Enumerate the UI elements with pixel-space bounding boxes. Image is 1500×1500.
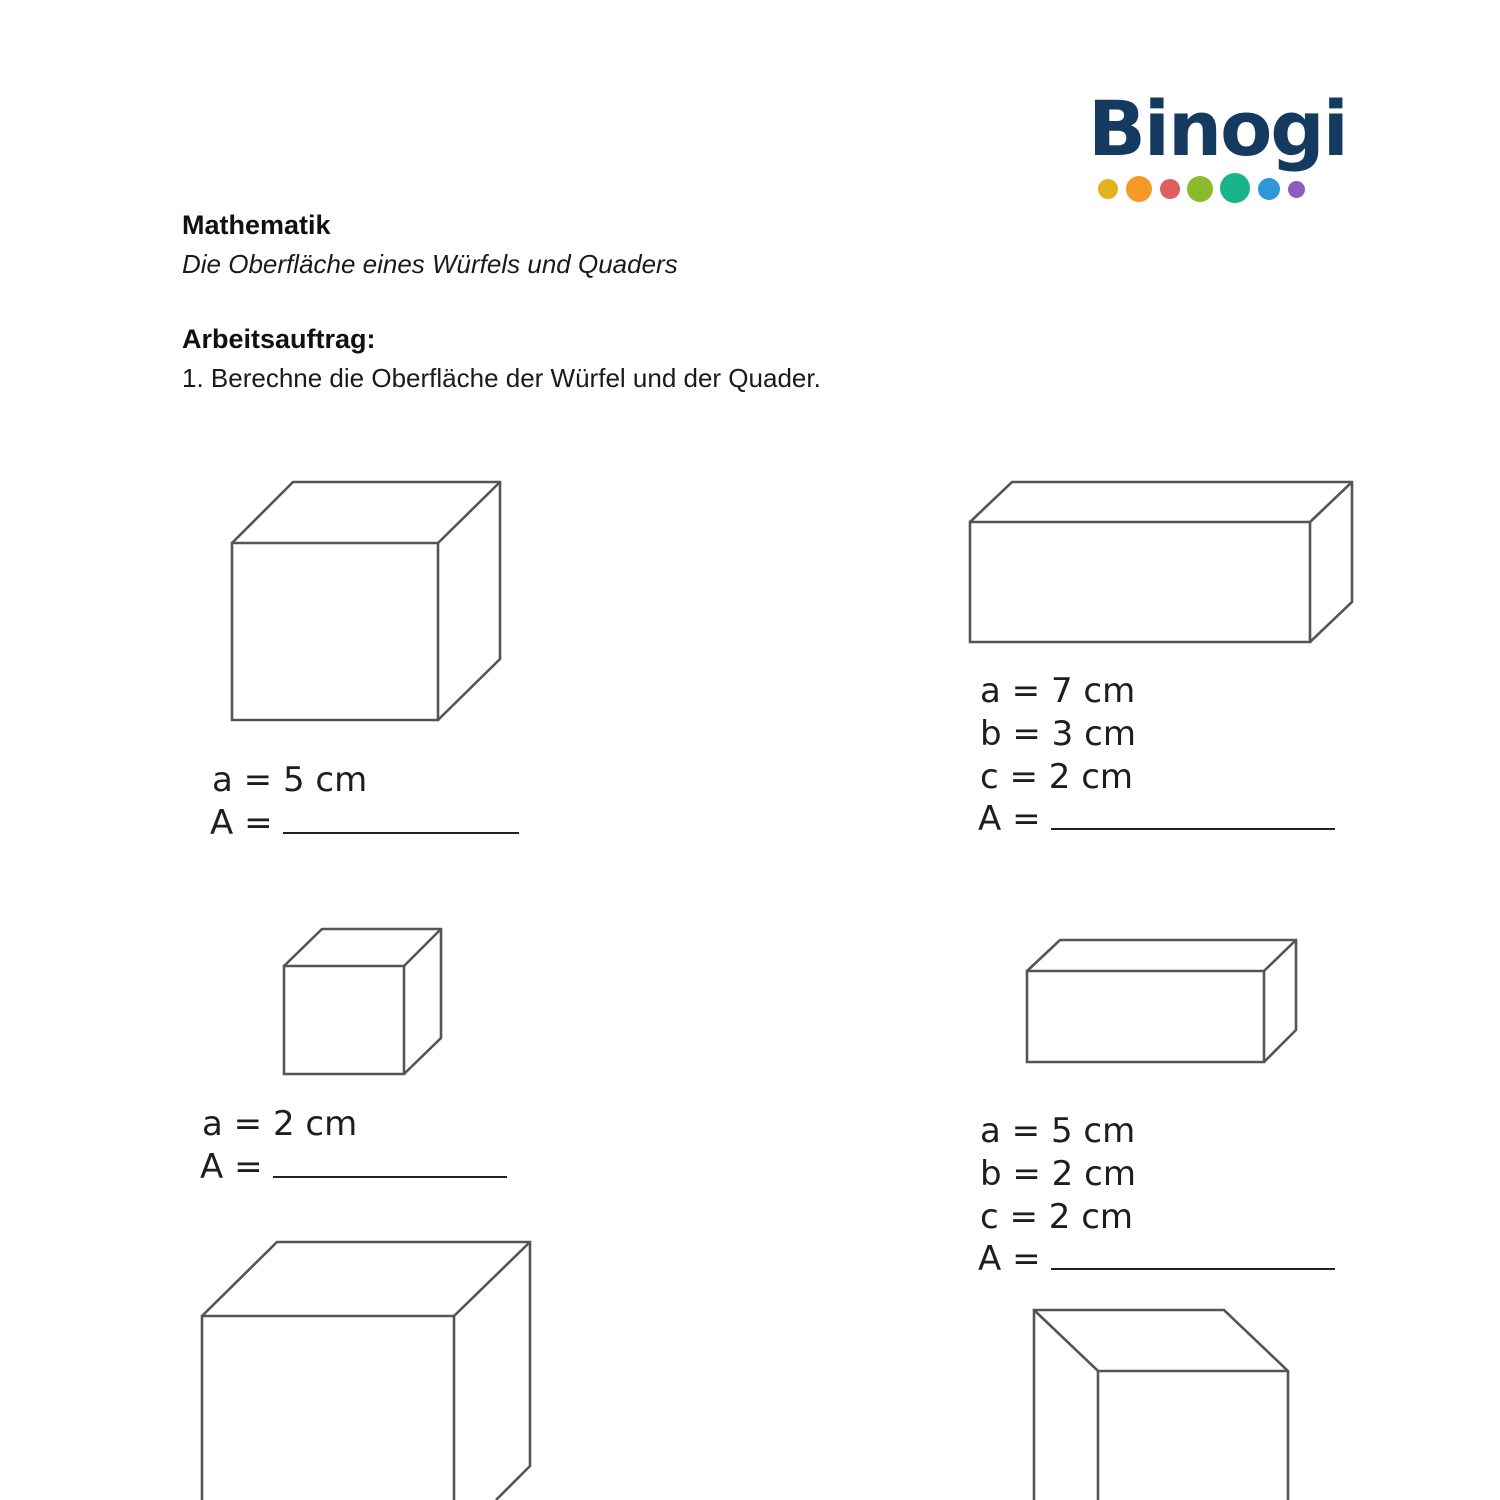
cube-3 xyxy=(202,1242,530,1500)
cuboid-2-answer-blank[interactable] xyxy=(1051,1238,1335,1270)
cube-1 xyxy=(232,482,500,720)
cube-2 xyxy=(284,929,441,1074)
cube-2-area-label: A = xyxy=(200,1147,263,1187)
cuboid-2-edge-a: a = 5 cm xyxy=(980,1111,1136,1151)
cube-2-answer-row xyxy=(200,1146,507,1189)
cube-1-answer-row xyxy=(210,802,519,845)
subject-title: Mathematik xyxy=(182,210,331,240)
task-heading: Arbeitsauftrag: xyxy=(182,324,376,354)
cuboid-2-area-label: A = xyxy=(978,1239,1041,1279)
cube-2-answer-blank[interactable] xyxy=(273,1146,507,1178)
cube-1-answer-blank[interactable] xyxy=(283,802,519,834)
cuboid-1-edge-b: b = 3 cm xyxy=(980,714,1136,754)
cuboid-1-answer-row xyxy=(978,798,1335,841)
topic-subtitle: Die Oberfläche eines Würfels und Quaders xyxy=(182,249,678,279)
cuboid-2 xyxy=(1027,940,1296,1062)
cube-1-edge-a: a = 5 cm xyxy=(212,760,368,800)
logo-wordmark: Binogi xyxy=(1088,84,1347,173)
cuboid-1-area-label: A = xyxy=(978,799,1041,839)
cube-2-edge-a: a = 2 cm xyxy=(202,1104,358,1144)
cuboid-2-edge-c: c = 2 cm xyxy=(980,1197,1134,1237)
cuboid-2-edge-b: b = 2 cm xyxy=(980,1154,1136,1194)
cuboid-1-edge-c: c = 2 cm xyxy=(980,757,1134,797)
cuboid-1-edge-a: a = 7 cm xyxy=(980,671,1136,711)
cube-1-area-label: A = xyxy=(210,803,273,843)
cuboid-3 xyxy=(1034,1310,1288,1500)
task-instruction: 1. Berechne die Oberfläche der Würfel und der Quader. xyxy=(182,363,821,393)
cuboid-1 xyxy=(970,482,1352,642)
cuboid-1-answer-blank[interactable] xyxy=(1051,798,1335,830)
cuboid-2-answer-row xyxy=(978,1238,1335,1281)
